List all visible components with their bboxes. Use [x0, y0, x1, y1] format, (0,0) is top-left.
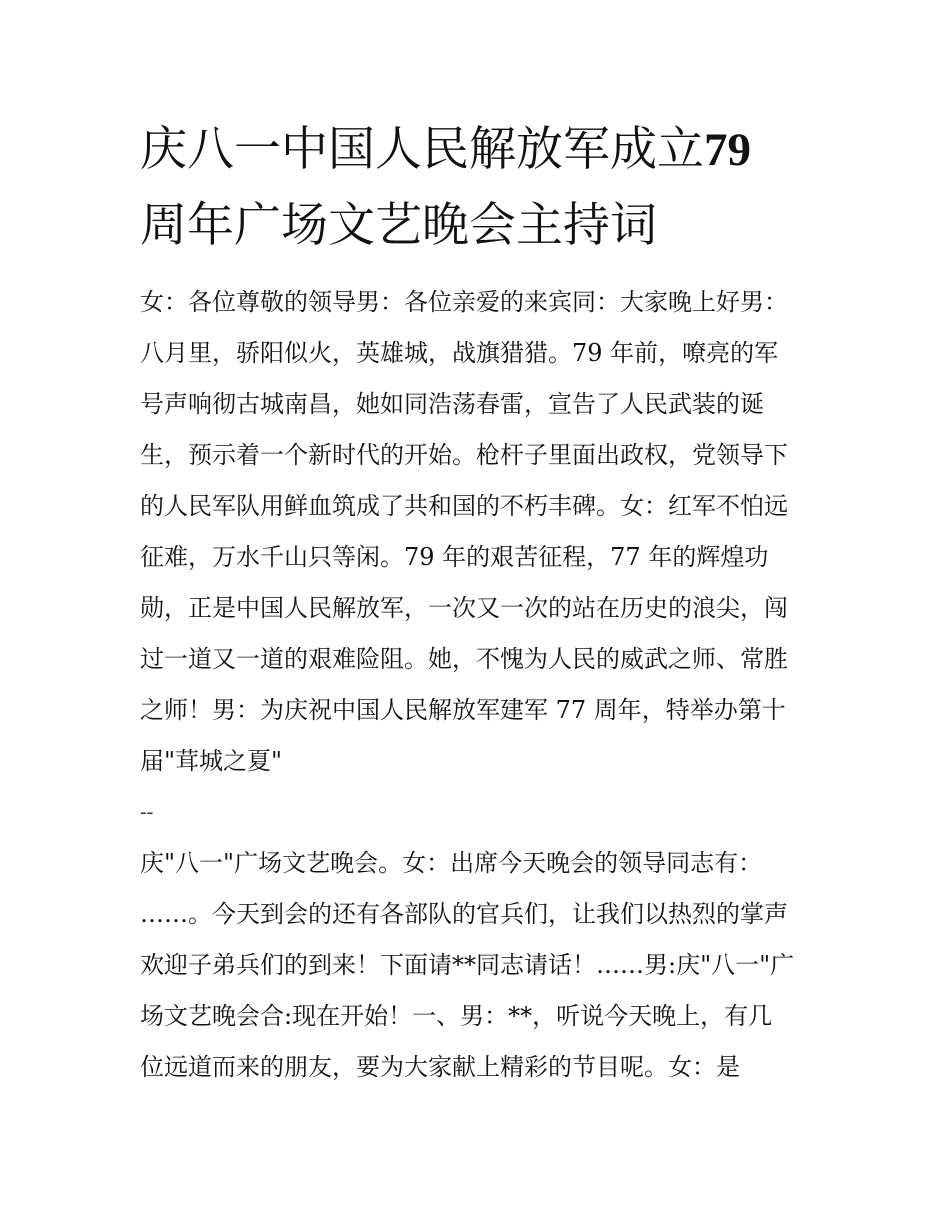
text-line: 女：各位尊敬的领导男：各位亲爱的来宾同：大家晚上好男： — [140, 288, 788, 316]
title-year-number: 79 — [704, 124, 751, 176]
text-line: 场文艺晚会合:现在开始！一、男：**，听说今天晚上，有几 — [140, 1002, 773, 1030]
text-line: 号声响彻古城南昌，她如同浩荡春雷，宣告了人民武装的诞 — [140, 390, 764, 418]
text-line: ……。今天到会的还有各部队的官兵们，让我们以热烈的掌声 — [140, 900, 788, 928]
text-line: 生，预示着一个新时代的开始。枪杆子里面出政权，党领导下 — [140, 441, 788, 469]
text-line: 届"茸城之夏" — [140, 747, 283, 775]
title-text-part-2: 周年广场文艺晚会主持词 — [140, 198, 657, 253]
text-line: 欢迎子弟兵们的到来！下面请**同志请话！……男:庆"八一"广 — [140, 951, 795, 979]
title-text-part-1: 庆八一中国人民解放军成立 — [140, 122, 704, 177]
text-line: 过一道又一道的艰难险阻。她，不愧为人民的威武之师、常胜 — [140, 645, 788, 673]
section-separator: -- — [140, 801, 154, 823]
paragraph-1 — [140, 283, 820, 793]
text-line: 位远道而来的朋友，要为大家献上精彩的节目呢。女：是 — [140, 1053, 740, 1081]
text-line: 庆"八一"广场文艺晚会。女：出席今天晚会的领导同志有： — [140, 849, 763, 877]
text-line: 的人民军队用鲜血筑成了共和国的不朽丰碑。女：红军不怕远 — [140, 492, 788, 520]
document-body — [140, 283, 820, 1099]
text-line: 八月里，骄阳似火，英雄城，战旗猎猎。79 年前，嘹亮的军 — [140, 339, 779, 367]
text-line: 之师！男：为庆祝中国人民解放军建军 77 周年，特举办第十 — [140, 696, 786, 724]
text-line: 勋，正是中国人民解放军，一次又一次的站在历史的浪尖，闯 — [140, 594, 788, 622]
paragraph-2 — [140, 844, 820, 1099]
text-line: 征难，万水千山只等闲。79 年的艰苦征程，77 年的辉煌功 — [140, 543, 769, 571]
document-title — [140, 112, 820, 264]
